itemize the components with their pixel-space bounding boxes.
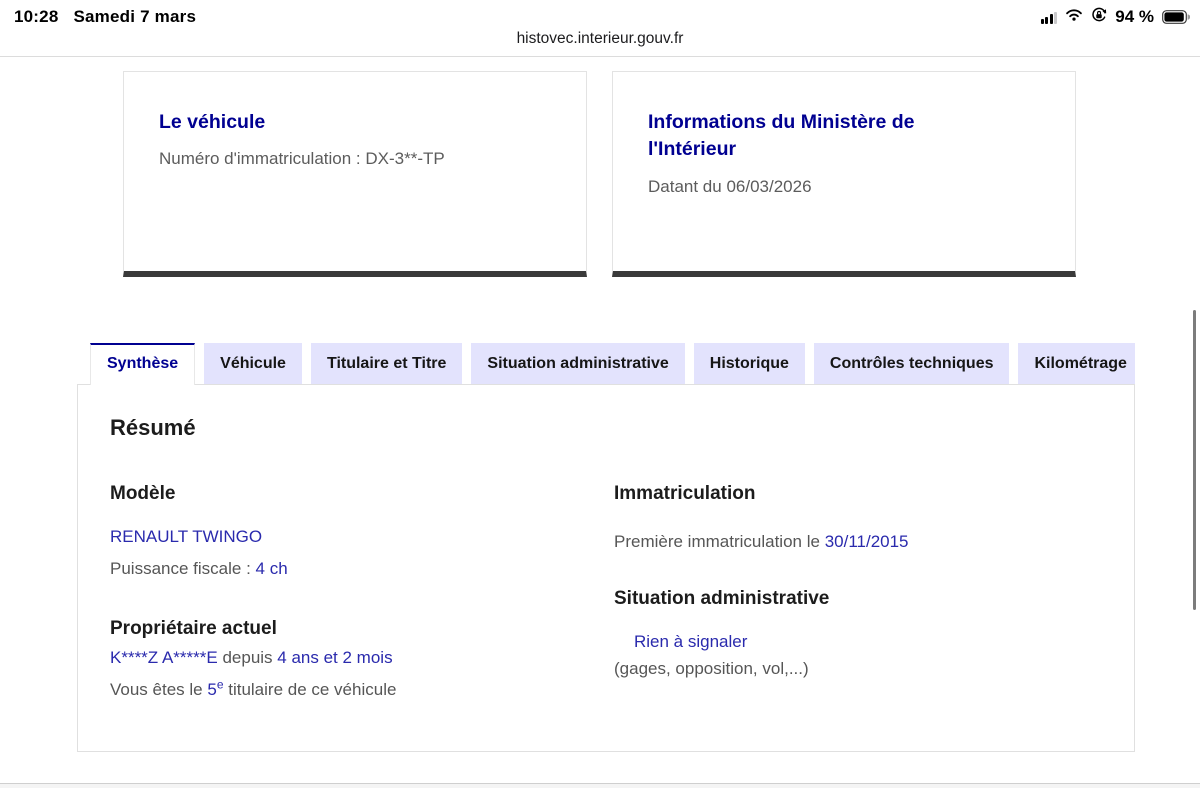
vehicle-card-title: Le véhicule — [159, 111, 266, 133]
battery-icon — [1162, 10, 1190, 24]
tab-historique[interactable]: Historique — [694, 343, 805, 384]
rotation-lock-icon — [1091, 7, 1107, 28]
admin-status-value: Rien à signaler — [634, 632, 748, 652]
fiscal-power-label: Puissance fiscale : — [110, 559, 256, 578]
rank-ordinal: e — [216, 677, 224, 692]
status-bar-left — [14, 7, 196, 27]
wifi-icon — [1065, 8, 1083, 26]
clock: 10:28 — [14, 7, 59, 26]
resume-heading: Résumé — [110, 415, 196, 440]
tab-controles-techniques[interactable]: Contrôles techniques — [814, 343, 1010, 384]
owner-name: K****Z A*****E — [110, 648, 218, 668]
tab-situation-administrative[interactable]: Situation administrative — [471, 343, 684, 384]
vertical-scrollbar[interactable] — [1193, 310, 1196, 610]
ministry-card-body: Datant du 06/03/2026 — [648, 176, 812, 196]
vehicle-card-body: Numéro d'immatriculation : DX-3**-TP — [159, 149, 445, 169]
ministry-card — [612, 71, 1076, 277]
address-bar[interactable]: histovec.interieur.gouv.fr — [516, 30, 684, 47]
registration-heading: Immatriculation — [614, 483, 756, 504]
synthese-panel — [77, 384, 1135, 752]
vehicle-card — [123, 71, 587, 277]
rank-number: 5 — [207, 679, 217, 699]
first-registration-line — [614, 529, 1102, 555]
left-column — [110, 441, 614, 703]
fiscal-power-line — [110, 556, 614, 582]
owner-heading: Propriétaire actuel — [110, 618, 277, 640]
summary-cards — [123, 71, 1076, 277]
rank-prefix: Vous êtes le — [110, 679, 208, 699]
right-column — [614, 441, 1102, 703]
tab-kilometrage[interactable]: Kilométrage — [1018, 343, 1135, 384]
admin-status-note: (gages, opposition, vol,...) — [614, 659, 809, 679]
page-bottom-divider — [0, 783, 1200, 788]
fiscal-power-value: 4 ch — [255, 559, 288, 578]
date-label: Samedi 7 mars — [73, 7, 197, 26]
report-tab-bar — [90, 343, 1135, 385]
owner-line — [110, 645, 614, 671]
first-registration-label: Première immatriculation le — [614, 532, 825, 551]
tab-synthese[interactable]: Synthèse — [90, 343, 195, 385]
ministry-card-title: Informations du Ministère de l'Intérieur — [648, 111, 915, 161]
battery-percent-label: 94 % — [1115, 7, 1154, 26]
model-heading: Modèle — [110, 483, 176, 504]
cellular-signal-icon — [1041, 11, 1058, 24]
first-registration-date: 30/11/2015 — [824, 532, 909, 551]
owner-since-label: depuis — [217, 648, 278, 668]
owner-duration: 4 ans et 2 mois — [277, 648, 393, 668]
toolbar-divider — [0, 56, 1200, 57]
admin-status-heading: Situation administrative — [614, 588, 830, 610]
tab-vehicule[interactable]: Véhicule — [204, 343, 302, 384]
model-name: RENAULT TWINGO — [110, 527, 263, 546]
rank-suffix: titulaire de ce véhicule — [223, 679, 397, 699]
owner-rank-line — [110, 677, 614, 703]
status-bar-right — [1041, 7, 1190, 27]
tab-titulaire-et-titre[interactable]: Titulaire et Titre — [311, 343, 462, 384]
